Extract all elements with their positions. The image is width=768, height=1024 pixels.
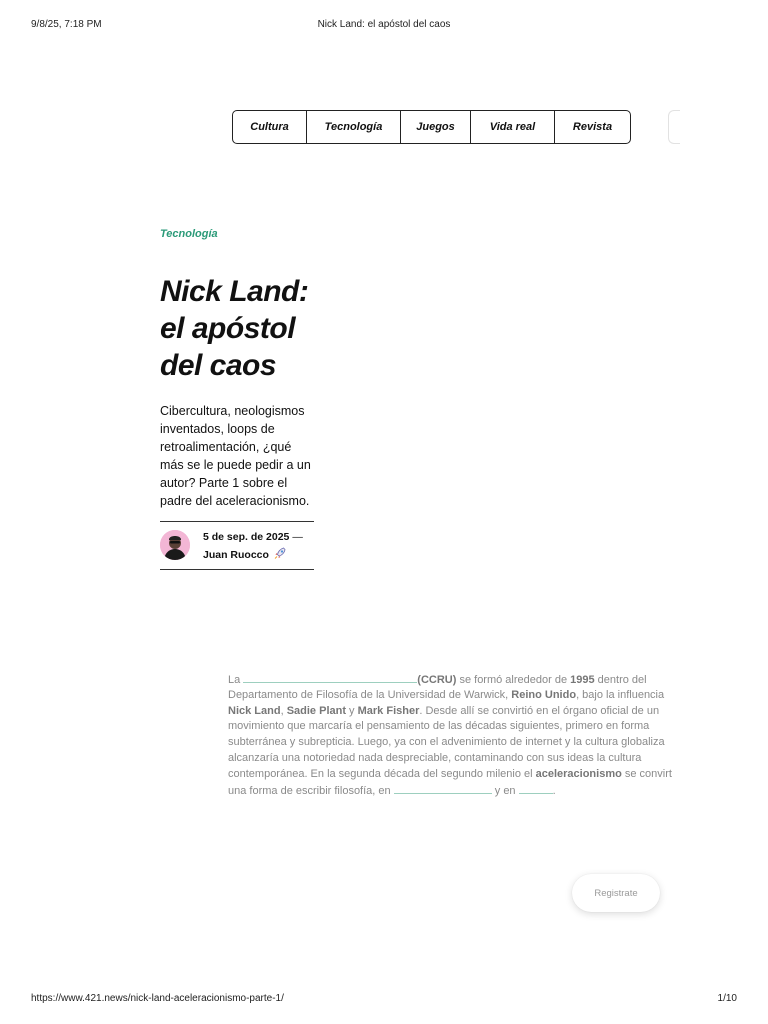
ccru-link[interactable]: [243, 672, 417, 683]
page-url: https://www.421.news/nick-land-aceleracionismo-parte-1/: [31, 993, 284, 1004]
body-text: dentro del: [594, 674, 647, 686]
title-line: el apóstol: [160, 312, 296, 345]
nav-item-vida-real[interactable]: Vida real: [471, 111, 555, 143]
nav-item-juegos[interactable]: Juegos: [401, 111, 471, 143]
body-bold: Sadie Plant: [286, 704, 346, 717]
body-text: y en: [491, 784, 519, 797]
body-line: movimiento que marcaría el pensamiento de las décadas siguientes, primero en forma: [228, 720, 650, 733]
nav-item-cultura[interactable]: Cultura: [233, 111, 307, 143]
body-bold: 1995: [570, 674, 595, 686]
byline-author-line: [203, 547, 286, 562]
byline-date-line: [203, 531, 303, 543]
body-line: [228, 704, 678, 720]
body-line: [228, 783, 678, 799]
article-category[interactable]: Tecnología: [160, 228, 218, 240]
body-text: La: [228, 674, 244, 686]
body-text: contemporánea. En la segunda década del segundo milenio el: [228, 767, 536, 780]
body-bold: (CCRU): [417, 674, 457, 686]
byline: [160, 521, 314, 570]
author-portrait-icon: [160, 530, 190, 560]
rocket-icon: [274, 547, 286, 562]
body-bold: Reino Unido: [511, 688, 577, 701]
body-line: alcanzaría una notoriedad nada despreciable, contaminando con sus ideas la cultura: [228, 751, 642, 764]
print-date: 9/8/25, 7:18 PM: [31, 19, 102, 30]
inline-link[interactable]: [519, 783, 553, 794]
body-line: [228, 688, 678, 704]
body-bold: aceleracionismo: [535, 767, 622, 780]
body-line: [228, 767, 678, 783]
nav-overflow-button[interactable]: [668, 110, 680, 144]
publish-date: 5 de sep. de 2025: [203, 531, 290, 543]
article-title: [160, 273, 330, 384]
title-line: Nick Land:: [160, 275, 309, 308]
avatar[interactable]: [160, 530, 190, 560]
byline-separator: —: [292, 531, 303, 543]
body-text: se convirt: [621, 767, 672, 780]
body-bold: Mark Fisher: [357, 704, 420, 717]
body-text: se formó alrededor de: [456, 674, 571, 686]
body-line: [228, 672, 678, 688]
title-line: del caos: [160, 349, 277, 382]
register-button[interactable]: Registrate: [572, 874, 660, 912]
body-text: . Desde allí se convirtió en el órgano oficial de un: [419, 704, 660, 717]
body-text: una forma de escribir filosofía, en: [228, 784, 394, 797]
body-line: subterránea y subrepticia. Luego, ya con el advenimiento de internet y la cultura globaliza: [228, 736, 665, 749]
page-number: 1/10: [717, 993, 737, 1004]
print-title: Nick Land: el apóstol del caos: [317, 19, 451, 30]
author-name[interactable]: Juan Ruocco: [203, 548, 269, 561]
body-text: , bajo la influencia: [576, 688, 665, 701]
article-subtitle: Cibercultura, neologismos inventados, loops de retroalimentación, ¿qué más se le puede pedir a un autor? Parte 1 sobre el padre del aceleracionismo.: [160, 404, 311, 508]
body-text: Departamento de Filosofía de la Universidad de Warwick,: [228, 688, 512, 701]
body-text: .: [552, 784, 556, 797]
main-nav: [232, 110, 631, 144]
body-text: ,: [280, 704, 287, 717]
nav-item-revista[interactable]: Revista: [572, 121, 613, 133]
body-text: y: [346, 704, 358, 717]
inline-link[interactable]: [394, 783, 492, 794]
body-bold: Nick Land: [228, 704, 281, 717]
article-body: [228, 672, 678, 798]
nav-item-tecnologia[interactable]: Tecnología: [307, 111, 401, 143]
